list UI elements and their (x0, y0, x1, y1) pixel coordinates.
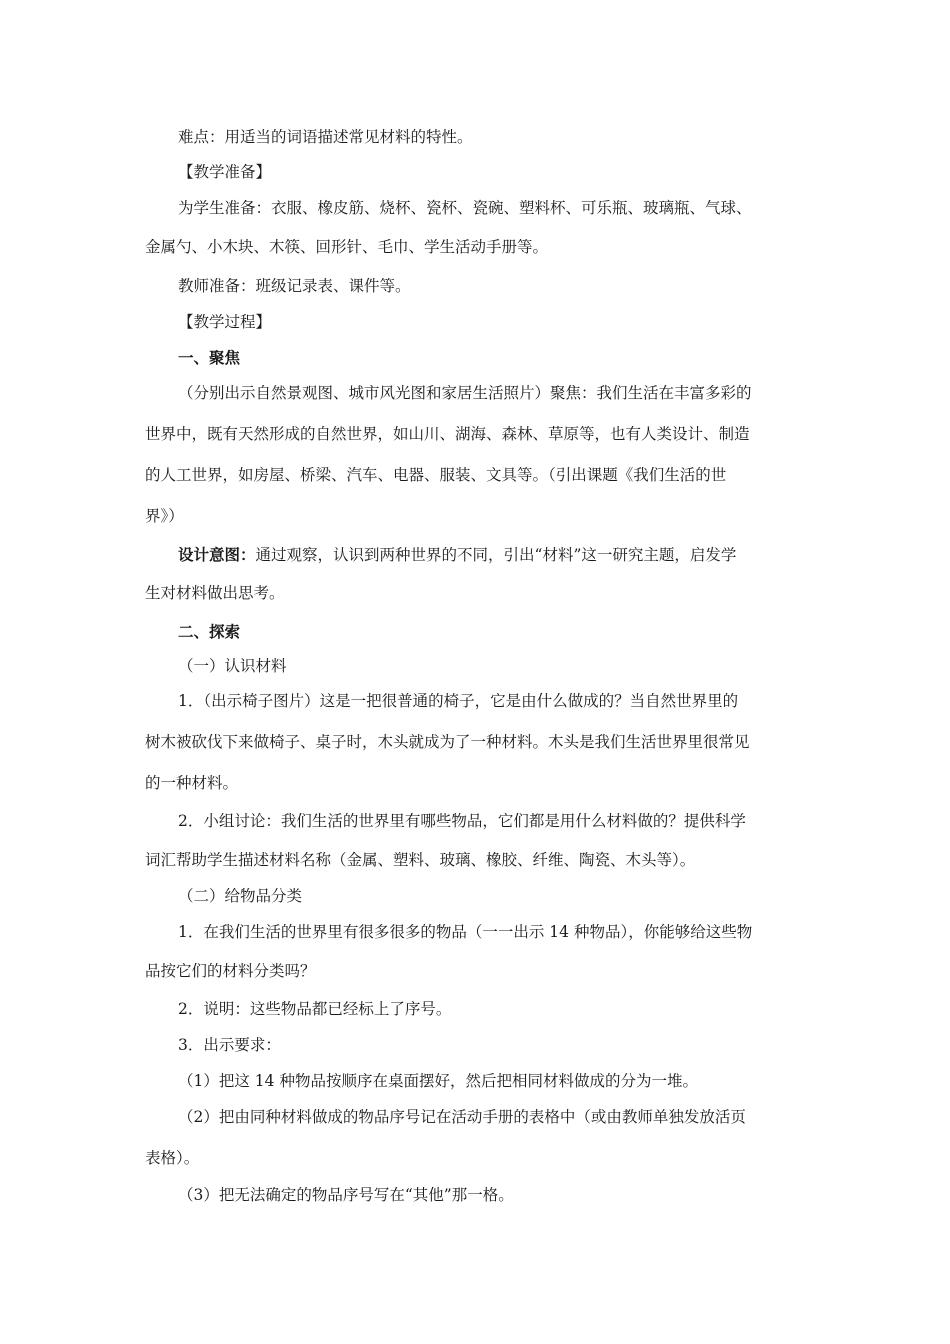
subsection-heading: （二）给物品分类 (178, 887, 303, 905)
text-line: 2．小组讨论：我们生活的世界里有哪些物品，它们都是用什么材料做的？提供科学 (178, 812, 746, 830)
text-line: 生对材料做出思考。 (145, 584, 285, 602)
text-line: 为学生准备：衣服、橡皮筋、烧杯、瓷杯、瓷碗、塑料杯、可乐瓶、玻璃瓶、气球、 (178, 199, 752, 217)
text-line: 1．（出示椅子图片）这是一把很普通的椅子，它是由什么做成的？当自然世界里的 (178, 692, 739, 710)
text-line: （分别出示自然景观图、城市风光图和家居生活照片）聚焦：我们生活在丰富多彩的 (178, 384, 752, 402)
text-line: 品按它们的材料分类吗？ (145, 962, 316, 980)
text-line (178, 547, 736, 564)
text-line: 1．在我们生活的世界里有很多很多的物品（一一出示 14 种物品），你能够给这些物 (178, 923, 753, 941)
text-line: 3．出示要求： (178, 1036, 281, 1054)
section-heading: 一、聚焦 (178, 348, 241, 367)
design-intent-label: 设计意图： (178, 545, 256, 564)
subsection-heading: （一）认识材料 (178, 657, 287, 675)
text-line: （1）把这 14 种物品按顺序在桌面摆好，然后把相同材料做成的分为一堆。 (178, 1072, 698, 1090)
text-line: 教师准备：班级记录表、课件等。 (178, 277, 411, 295)
section-heading: 【教学准备】 (178, 163, 272, 181)
text-line: 难点：用适当的词语描述常见材料的特性。 (178, 128, 473, 146)
section-heading: 【教学过程】 (178, 313, 272, 331)
text-line: 2．说明：这些物品都已经标上了序号。 (178, 1000, 452, 1018)
text-line: 表格）。 (145, 1149, 200, 1167)
design-intent-text: 通过观察，认识到两种世界的不同，引出“材料”这一研究主题，启发学 (255, 546, 737, 564)
text-line: 世界中，既有天然形成的自然世界，如山川、湖海、森林、草原等，也有人类设计、制造 (145, 425, 750, 443)
text-line: 金属勺、小木块、木筷、回形针、毛巾、学生活动手册等。 (145, 238, 549, 256)
text-line: 界》） (145, 507, 184, 525)
text-line: 树木被砍伐下来做椅子、桌子时，木头就成为了一种材料。木头是我们生活世界里很常见 (145, 733, 750, 751)
text-line: 的一种材料。 (145, 774, 239, 792)
text-line: （3）把无法确定的物品序号写在“其他”那一格。 (178, 1186, 514, 1204)
text-line: （2）把由同种材料做成的物品序号记在活动手册的表格中（或由教师单独发放活页 (178, 1108, 746, 1126)
text-line: 的人工世界，如房屋、桥梁、汽车、电器、服装、文具等。（引出课题《我们生活的世 (145, 466, 727, 484)
section-heading: 二、探索 (178, 622, 241, 641)
text-line: 词汇帮助学生描述材料名称（金属、塑料、玻璃、橡胶、纤维、陶瓷、木头等）。 (145, 851, 696, 869)
